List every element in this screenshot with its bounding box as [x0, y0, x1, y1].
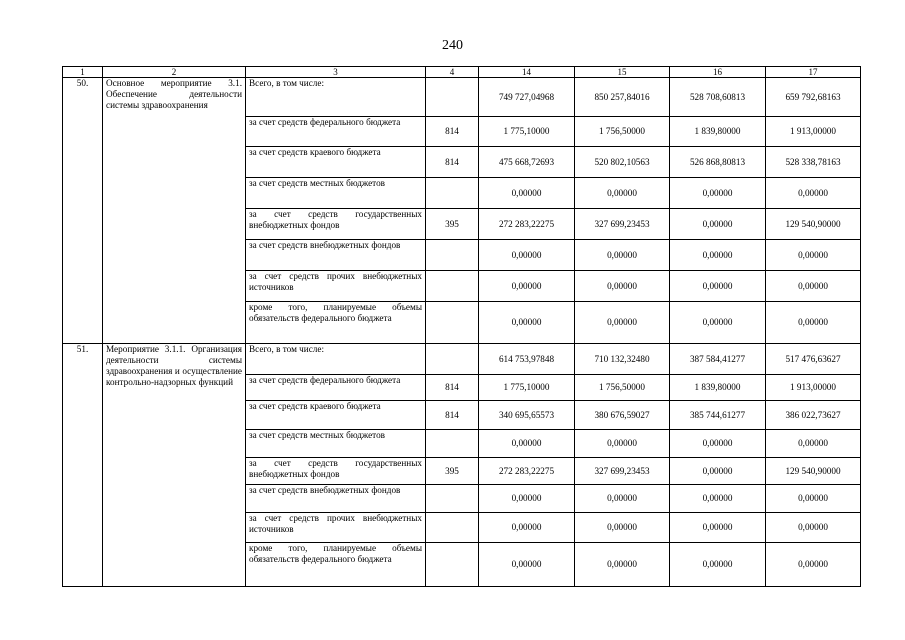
- budget-code: [426, 485, 479, 513]
- value-col-17: 0,00000: [766, 513, 861, 543]
- value-col-17: 0,00000: [766, 302, 861, 344]
- value-col-15: 710 132,32480: [575, 344, 670, 375]
- page-number: 240: [442, 38, 463, 53]
- budget-code: [426, 271, 479, 302]
- value-col-17: 0,00000: [766, 485, 861, 513]
- value-col-17: 129 540,90000: [766, 458, 861, 485]
- funding-source: за счет средств местных бюджетов: [246, 178, 426, 209]
- funding-source: за счет средств государственных внебюджетных фондов: [246, 209, 426, 240]
- value-col-17: 0,00000: [766, 271, 861, 302]
- value-col-17: 0,00000: [766, 178, 861, 209]
- value-col-14: 0,00000: [479, 271, 575, 302]
- value-col-14: 0,00000: [479, 485, 575, 513]
- value-col-17: 659 792,68163: [766, 78, 861, 117]
- value-col-16: 0,00000: [670, 513, 766, 543]
- value-col-17: 0,00000: [766, 543, 861, 587]
- funding-source: за счет средств государственных внебюджетных фондов: [246, 458, 426, 485]
- value-col-15: 0,00000: [575, 240, 670, 271]
- value-col-14: 0,00000: [479, 178, 575, 209]
- value-col-15: 1 756,50000: [575, 375, 670, 401]
- column-header: 15: [575, 67, 670, 78]
- funding-source: за счет средств внебюджетных фондов: [246, 240, 426, 271]
- item-number: 50.: [63, 78, 103, 344]
- budget-code: [426, 78, 479, 117]
- budget-code: [426, 430, 479, 458]
- column-header: 1: [63, 67, 103, 78]
- value-col-16: 0,00000: [670, 485, 766, 513]
- value-col-16: 0,00000: [670, 178, 766, 209]
- table-row: [63, 344, 861, 375]
- budget-code: 814: [426, 147, 479, 178]
- value-col-16: 0,00000: [670, 430, 766, 458]
- value-col-16: 0,00000: [670, 543, 766, 587]
- value-col-15: 0,00000: [575, 513, 670, 543]
- value-col-15: 0,00000: [575, 178, 670, 209]
- value-col-16: 0,00000: [670, 458, 766, 485]
- value-col-16: 0,00000: [670, 240, 766, 271]
- funding-source: за счет средств краевого бюджета: [246, 147, 426, 178]
- column-header: 4: [426, 67, 479, 78]
- budget-code: [426, 344, 479, 375]
- funding-source: за счет средств внебюджетных фондов: [246, 485, 426, 513]
- value-col-14: 749 727,04968: [479, 78, 575, 117]
- funding-source: кроме того, планируемые объемы обязательств федерального бюджета: [246, 302, 426, 344]
- budget-code: 814: [426, 117, 479, 147]
- value-col-16: 385 744,61277: [670, 401, 766, 430]
- budget-code: 395: [426, 209, 479, 240]
- value-col-16: 528 708,60813: [670, 78, 766, 117]
- value-col-15: 520 802,10563: [575, 147, 670, 178]
- value-col-16: 0,00000: [670, 271, 766, 302]
- value-col-17: 517 476,63627: [766, 344, 861, 375]
- funding-source: за счет средств прочих внебюджетных источников: [246, 271, 426, 302]
- funding-source: за счет средств федерального бюджета: [246, 375, 426, 401]
- item-number: 51.: [63, 344, 103, 587]
- column-header: 2: [103, 67, 246, 78]
- value-col-14: 1 775,10000: [479, 375, 575, 401]
- value-col-16: 1 839,80000: [670, 375, 766, 401]
- value-col-17: 1 913,00000: [766, 117, 861, 147]
- item-name: Основное мероприятие 3.1. Обеспечение деятельности системы здравоохранения: [103, 78, 246, 344]
- budget-code: 814: [426, 401, 479, 430]
- column-header: 16: [670, 67, 766, 78]
- value-col-17: 386 022,73627: [766, 401, 861, 430]
- value-col-17: 1 913,00000: [766, 375, 861, 401]
- value-col-14: 475 668,72693: [479, 147, 575, 178]
- value-col-15: 0,00000: [575, 302, 670, 344]
- value-col-14: 1 775,10000: [479, 117, 575, 147]
- value-col-14: 340 695,65573: [479, 401, 575, 430]
- value-col-15: 850 257,84016: [575, 78, 670, 117]
- value-col-15: 327 699,23453: [575, 209, 670, 240]
- value-col-16: 0,00000: [670, 209, 766, 240]
- value-col-16: 387 584,41277: [670, 344, 766, 375]
- column-header: 3: [246, 67, 426, 78]
- value-col-15: 0,00000: [575, 271, 670, 302]
- value-col-17: 0,00000: [766, 240, 861, 271]
- value-col-15: 380 676,59027: [575, 401, 670, 430]
- funding-source: за счет средств краевого бюджета: [246, 401, 426, 430]
- budget-table: [62, 66, 861, 587]
- value-col-17: 0,00000: [766, 430, 861, 458]
- value-col-14: 0,00000: [479, 543, 575, 587]
- value-col-17: 129 540,90000: [766, 209, 861, 240]
- value-col-15: 0,00000: [575, 485, 670, 513]
- funding-source: за счет средств федерального бюджета: [246, 117, 426, 147]
- value-col-14: 0,00000: [479, 430, 575, 458]
- value-col-14: 272 283,22275: [479, 209, 575, 240]
- value-col-14: 0,00000: [479, 302, 575, 344]
- value-col-15: 0,00000: [575, 543, 670, 587]
- budget-code: 395: [426, 458, 479, 485]
- budget-code: [426, 302, 479, 344]
- funding-source: за счет средств местных бюджетов: [246, 430, 426, 458]
- value-col-16: 1 839,80000: [670, 117, 766, 147]
- value-col-16: 526 868,80813: [670, 147, 766, 178]
- value-col-14: 614 753,97848: [479, 344, 575, 375]
- budget-code: [426, 513, 479, 543]
- column-header: 17: [766, 67, 861, 78]
- value-col-14: 0,00000: [479, 513, 575, 543]
- column-number-row: [63, 67, 861, 78]
- item-name: Мероприятие 3.1.1. Организация деятельности системы здравоохранения и осуществление контрольно-надзорных функций: [103, 344, 246, 587]
- value-col-15: 0,00000: [575, 430, 670, 458]
- value-col-15: 327 699,23453: [575, 458, 670, 485]
- value-col-15: 1 756,50000: [575, 117, 670, 147]
- funding-source: за счет средств прочих внебюджетных источников: [246, 513, 426, 543]
- value-col-17: 528 338,78163: [766, 147, 861, 178]
- value-col-16: 0,00000: [670, 302, 766, 344]
- value-col-14: 272 283,22275: [479, 458, 575, 485]
- table-row: [63, 78, 861, 117]
- budget-code: 814: [426, 375, 479, 401]
- funding-source: Всего, в том числе:: [246, 78, 426, 117]
- budget-code: [426, 543, 479, 587]
- budget-code: [426, 178, 479, 209]
- budget-code: [426, 240, 479, 271]
- funding-source: Всего, в том числе:: [246, 344, 426, 375]
- funding-source: кроме того, планируемые объемы обязательств федерального бюджета: [246, 543, 426, 587]
- column-header: 14: [479, 67, 575, 78]
- value-col-14: 0,00000: [479, 240, 575, 271]
